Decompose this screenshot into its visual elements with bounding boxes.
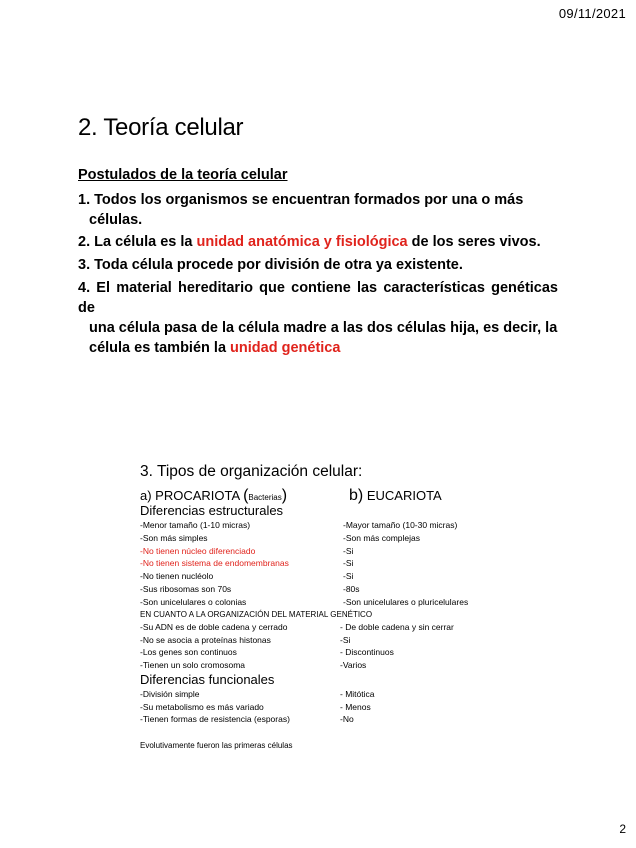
structural-right-cell: -Son más complejas [343,532,421,543]
functional-row [140,689,375,700]
functional-differences-title: Diferencias funcionales [140,672,275,687]
structural-row [140,545,354,557]
structural-left-cell: -Menor tamaño (1-10 micras) [140,520,251,530]
structural-right-cell: -80s [343,584,360,594]
postulate-2-highlight: unidad anatómica y fisiológica [196,234,408,250]
postulate-1-text: Todos los organismos se encuentran formados por una o más [90,192,524,208]
structural-row [140,584,360,595]
evolution-note: Evolutivamente fueron las primeras células [140,741,293,750]
eukaryote-heading [349,487,442,505]
structural-row [140,520,458,531]
structural-left-cell: -Sus ribosomas son 70s [140,584,232,594]
postulate-4-line3-pre: célula es también la [89,340,231,356]
genetic-material-row [140,622,454,633]
structural-right-cell: -Son unicelulares o pluricelulares [343,596,469,607]
functional-right-cell: - Mitótica [340,689,375,699]
postulate-2 [78,232,558,252]
functional-right-cell: -No [340,714,354,724]
structural-row [140,571,354,582]
structural-left-cell: -No tienen nucléolo [140,571,214,582]
functional-left-cell: -Su metabolismo es más variado [140,701,264,712]
genetic-material-right-cell: -Si [340,634,351,645]
genetic-material-note: EN CUANTO A LA ORGANIZACIÓN DEL MATERIAL GENÉTICO [140,610,373,619]
structural-row [140,596,469,608]
slide-date: 09/11/2021 [558,6,626,21]
postulate-4 [78,278,558,358]
postulate-1 [78,190,558,230]
prokaryote-paren-close: ) [281,487,288,504]
section3-title: 3. Tipos de organización celular: [140,463,363,480]
genetic-material-row [140,634,351,646]
postulate-4-line2: una célula pasa de la célula madre a las dos células hija, es decir, la [89,320,558,336]
functional-right-cell: - Menos [340,701,371,712]
postulate-3 [78,255,558,275]
eukaryote-letter: b) [349,487,364,504]
genetic-material-right-cell: - De doble cadena y sin cerrar [340,622,454,632]
structural-left-cell: -No tienen sistema de endomembranas [140,558,289,569]
postulate-3-text: 3. Toda célula procede por división de otra ya existente. [78,257,463,273]
postulate-2-pre: 2. La célula es la [78,234,197,250]
functional-left-cell: -División simple [140,689,200,699]
prokaryote-paren-open: ( [243,487,249,504]
genetic-material-left-cell: -Los genes son continuos [140,647,237,657]
structural-right-cell: -Si [343,545,354,556]
functional-row [140,714,354,725]
structural-right-cell: -Si [343,558,354,569]
postulate-1-continuation: células. [89,212,143,228]
prokaryote-letter: a) [140,488,152,503]
postulate-2-post: de los seres vivos. [407,234,541,250]
functional-row [140,701,371,713]
postulate-4-line1: 4. El material hereditario que contiene las características genéticas de [78,280,558,316]
structural-row [140,558,354,569]
postulate-4-line3 [78,338,558,358]
postulate-1-number: 1. [78,192,91,208]
structural-left-cell: -Son unicelulares o colonias [140,596,247,607]
eukaryote-label: EUCARIOTA [363,488,442,503]
genetic-material-left-cell: -No se asocia a proteínas histonas [140,634,271,645]
structural-left-cell: -Son más simples [140,532,208,543]
structural-right-cell: -Si [343,571,354,582]
genetic-material-row [140,647,394,658]
structural-row [140,532,421,544]
functional-left-cell: -Tienen formas de resistencia (esporas) [140,714,290,724]
genetic-material-right-cell: -Varios [340,659,367,670]
prokaryote-note: Bacterias [248,493,282,502]
postulate-4-highlight: unidad genética [230,340,341,356]
structural-right-cell: -Mayor tamaño (10-30 micras) [343,520,458,530]
page-number: 2 [619,822,626,836]
genetic-material-left-cell: -Tienen un solo cromosoma [140,659,246,670]
prokaryote-label: PROCARIOTA [151,488,244,503]
section-title: 2. Teoría celular [78,114,244,141]
genetic-material-right-cell: - Discontinuos [340,647,394,657]
genetic-material-row [140,659,367,671]
genetic-material-left-cell: -Su ADN es de doble cadena y cerrado [140,622,288,632]
postulates-subtitle: Postulados de la teoría celular [78,167,288,183]
structural-differences-title: Diferencias estructurales [140,503,284,518]
structural-left-cell: -No tienen núcleo diferenciado [140,545,256,556]
